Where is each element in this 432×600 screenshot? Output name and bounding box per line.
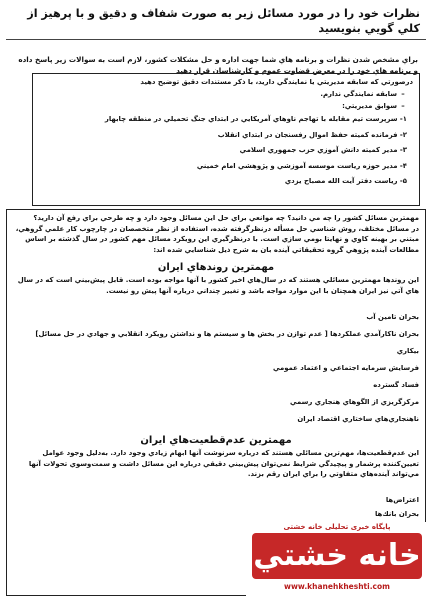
resume-bullets	[39, 89, 413, 112]
list-item: ۲- فرمانده كميته حفظ اموال رفسنجان در ابتداي انقلاب	[217, 130, 407, 139]
list-item: فساد گسترده	[373, 381, 419, 389]
uncertainties-heading: مهمترين عدم‌قطعيت‌هاي ايران	[140, 435, 292, 446]
list-item: ناهنجاري‌هاي ساختاري اقتصاد ايران	[297, 415, 419, 423]
list-item: بحران بانك‌ها	[374, 509, 419, 518]
method-paragraph: در مسائل مختلف، روش شناسي حل مسأله درنظرگرفته شده، استفاده از نظر متخصصان در چارچوب كار علمي گروهي، مبتني بر بهينه كاوي و نهايتا بومي سازي است. با درنظرگيري اين رويكرد مسائل مهم كشور در سال گذشته بر اساس مطالعات آينده پژوهي گروه تحقيقاتي آينده بان به شرح ذيل شناسايي شده اند:	[15, 224, 419, 254]
brand-logo	[252, 533, 422, 579]
list-item: –سابقه نمايندگي ندارم.	[39, 89, 409, 101]
resume-answer-box	[32, 73, 420, 206]
watermark-slogan: پایگاه خبری تحلیلی خانه خشتی	[283, 523, 391, 531]
watermark	[246, 522, 426, 596]
watermark-url: www.khanehkheshti.com	[284, 582, 390, 591]
issues-question: مهمترين مسائل كشور را چه مي دانيد؟ چه موانعي براي حل اين مسائل وجود دارد و چه طرحي براي رفع آن داريد؟	[33, 214, 419, 222]
bullet-icon: –	[401, 90, 405, 98]
brand-logo-text: خانه خشتي	[253, 538, 421, 573]
uncertainties-paragraph: اين عدم‌قطعيت‌ها، مهم‌ترين مسائلي هستند كه درباره سرنوشت آنها ابهام زيادي وجود دارد. به‌دليل وجود عوامل تعيين‌كننده پرشمار و پيچيدگي شرايط نمي‌توان پيش‌بيني دقيقي درباره اين مسائل داشت و سمت‌وسوي تحولات آنها مي‌تواند آينده‌هاي متفاوتي را براي ايران رقم بزند.	[28, 449, 419, 478]
page-title: نظرات خود را در مورد مسائل زير به صورت شفاف و دقيق و با پرهيز از كلي گويي بنويسيد	[27, 7, 420, 35]
resume-question: درصورتي كه سابقه مديريتي يا نمايندگي داريد، با ذكر مستندات دقيق توضيح دهيد	[140, 78, 413, 86]
list-item: مركزگريزي از الگوهاي هنجاري رسمي	[290, 398, 419, 406]
list-item: ۵- رياست دفتر آيت الله مصباح يزدي	[284, 177, 407, 185]
list-item: فرسايش سرمايه اجتماعي و اعتماد عمومي	[273, 364, 419, 372]
list-item: –سوابق مديريتي:	[39, 101, 409, 113]
trends-paragraph: اين روندها مهمترين مسائلي هستند كه در سال‌هاي اخير كشور با آنها مواجه بوده است. قابل پيش‌بيني است كه در سال هاي آتي نيز ايران همچنان با اين موارد مواجه باشد و تغيير چنداني درباره آنها پيش رو نيست.	[17, 276, 419, 295]
list-item: ۳- مدير كميته دانش آموزي حزب جمهوري اسلامي	[239, 146, 407, 154]
list-item: اعتراض‌ها	[385, 495, 419, 504]
list-item: بحران ناكارآمدي عملكردها [ عدم توازن در بخش ها و سيستم ها و نداشتن رويكرد انقلابي و جهادي در حل مسائل]	[35, 330, 419, 338]
bullet-icon: –	[401, 101, 405, 110]
trends-heading: مهمترين روندهاي ايران	[157, 262, 275, 273]
list-item: بيكاري	[396, 347, 419, 355]
list-item: ۴- مدير حوزه رياست موسسه آموزشي و پژوهشي امام خميني	[196, 161, 407, 170]
document-page	[6, 4, 426, 596]
list-item: بحران تامين آب	[366, 313, 419, 321]
intro-paragraph: براي مشخص شدن نظرات و برنامه هاي شما جهت اداره و حل مشكلات كشور، لازم است به سوالات زير پاسخ داده و برنامه هاي خود را در معرض قضاوت عموم و كارشناسان قرار دهيد	[18, 55, 418, 75]
list-item: ۱- سرپرست تيم مقابله با تهاجم ناوهاي آمريكايي در ابتداي جنگ تحميلي در منطقه چابهار	[104, 115, 407, 123]
